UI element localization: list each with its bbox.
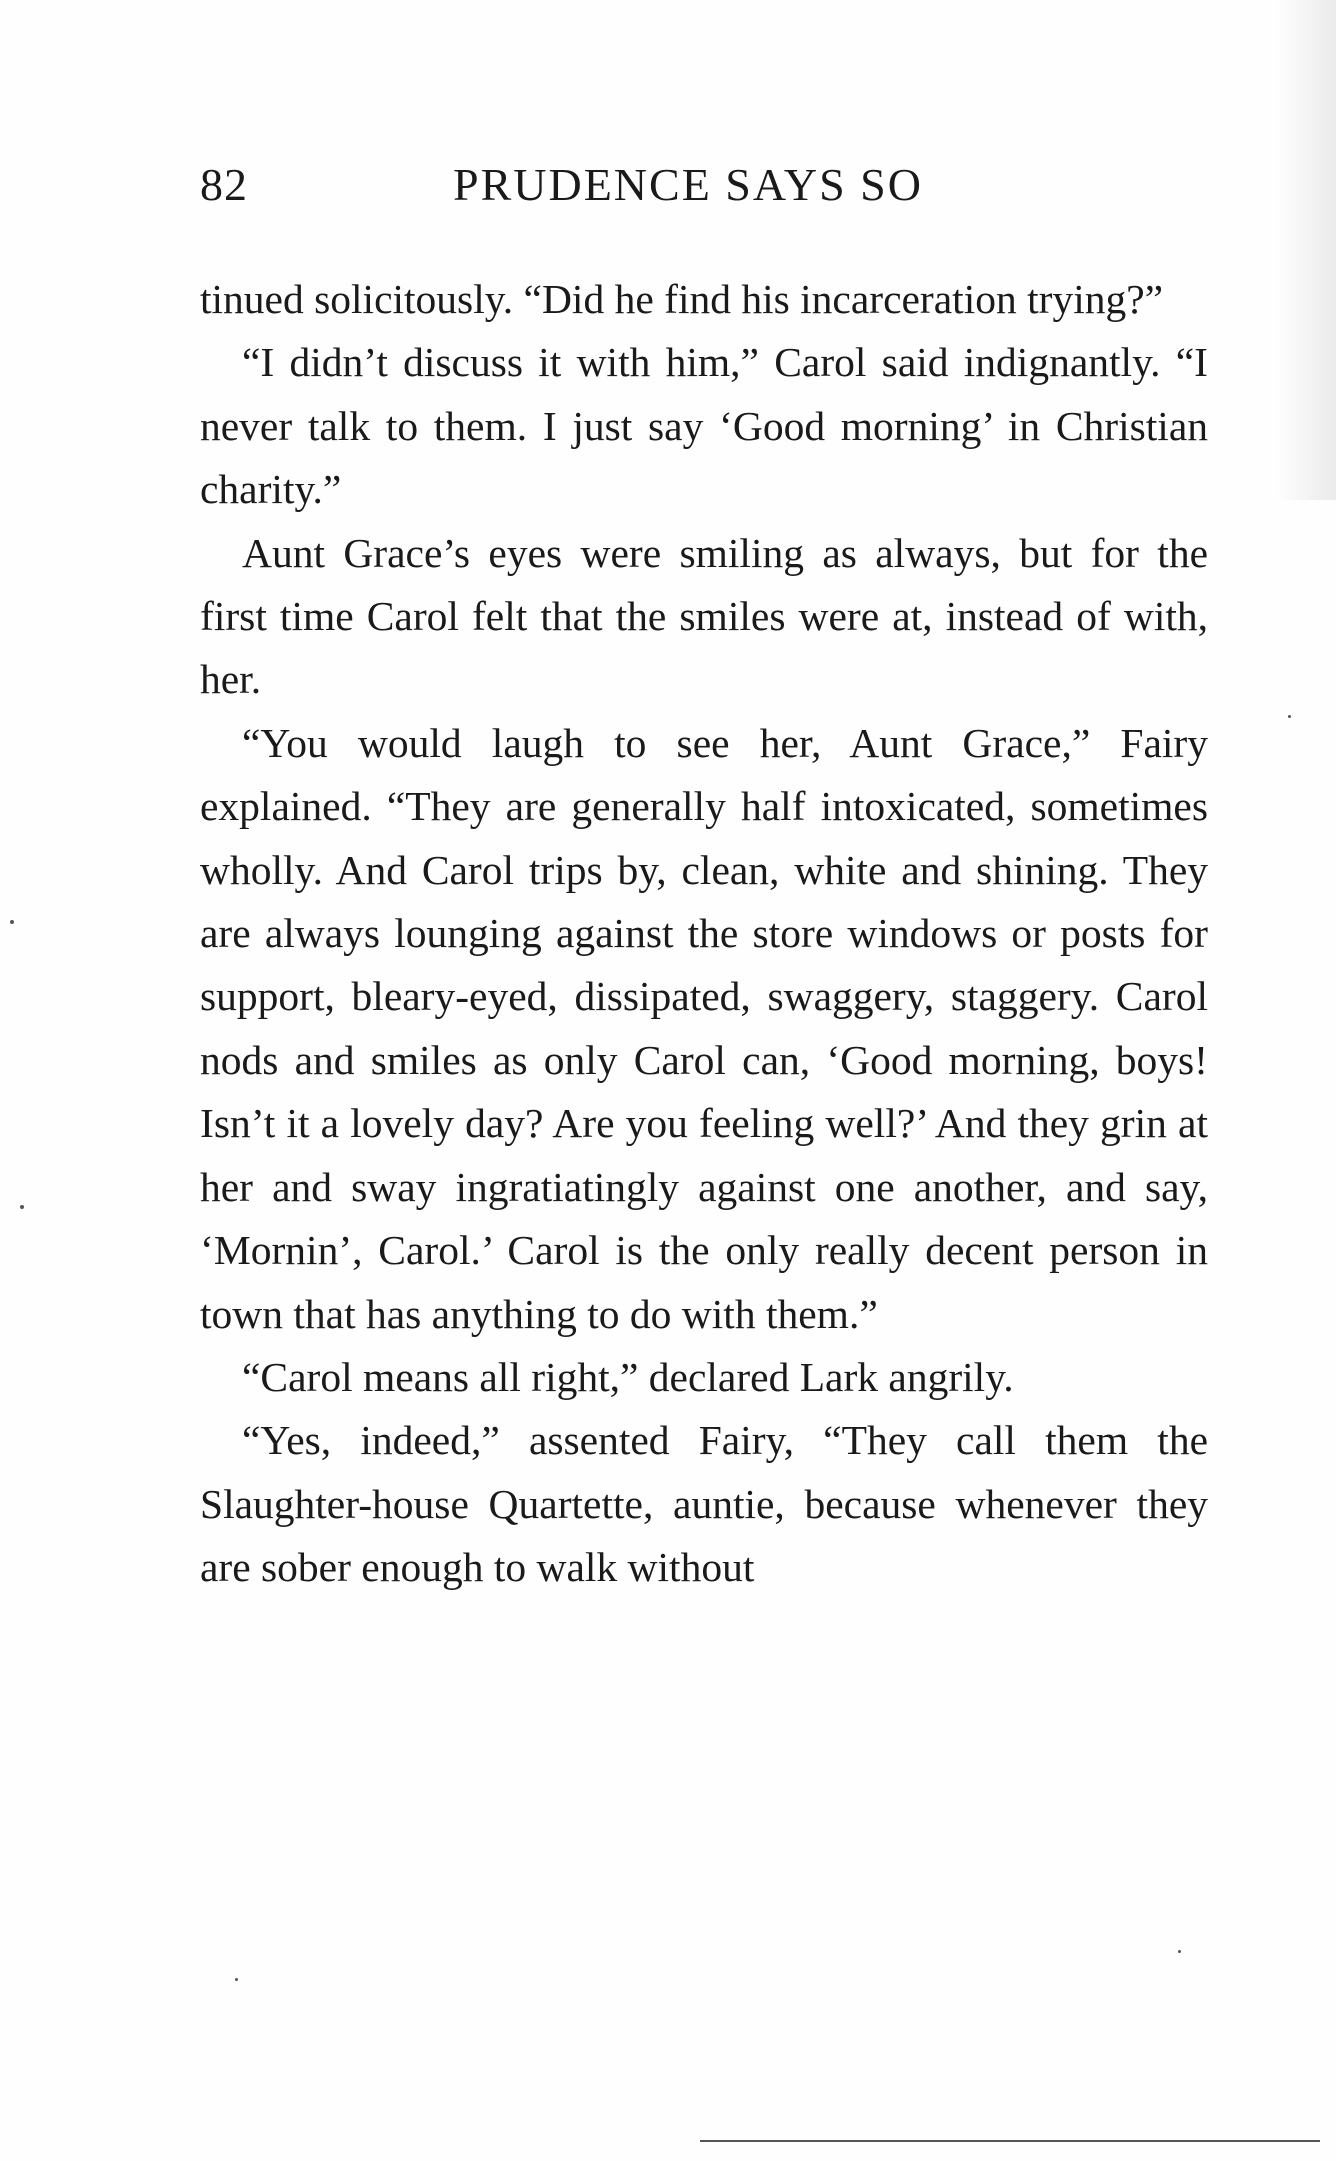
speck: [1288, 715, 1291, 718]
paragraph: “I didn’t discuss it with him,” Carol said indignantly. “I never talk to them. I just say ‘Good morning’ in Christian charity.”: [200, 339, 1208, 513]
speck: [1178, 1950, 1181, 1953]
paragraph: “Carol means all right,” declared Lark angrily.: [242, 1353, 1014, 1400]
bottom-edge-line: [700, 2140, 1320, 2142]
paragraph-continued: tinued solicitously. “Did he find his incarceration trying?”: [200, 276, 1164, 322]
speck: [235, 1978, 238, 1981]
paragraph: “You would laugh to see her, Aunt Grace,” Fairy explained. “They are generally half intoxicated, sometimes wholly. And Carol trips by, clean, white and shining. They are always lounging against the store windows or posts for support, bleary-eyed, dissipated, swaggery, staggery. Carol nods and smiles as only Carol can, ‘Good morning, boys! Isn’t it a lovely day? Are you feeling well?’ And they grin at her and sway ingratiatingly against one another, and say, ‘Mornin’, Carol.’ Carol is the only really decent person in town that has anything to do with them.”: [200, 719, 1208, 1337]
paragraph: Aunt Grace’s eyes were smiling as always, but for the first time Carol felt that the smiles were at, instead of with, her.: [200, 529, 1208, 703]
page-edge-shading: [1276, 0, 1336, 500]
speck: [20, 1205, 24, 1209]
page-header: [200, 158, 1210, 218]
speck: [10, 920, 14, 924]
body-text: [200, 268, 1208, 1600]
running-title: PRUDENCE SAYS SO: [453, 159, 923, 210]
page-number: 82: [200, 159, 248, 210]
paragraph: “Yes, indeed,” assented Fairy, “They call them the Slaughter-house Quartette, auntie, because whenever they are sober enough to walk without: [200, 1417, 1208, 1591]
